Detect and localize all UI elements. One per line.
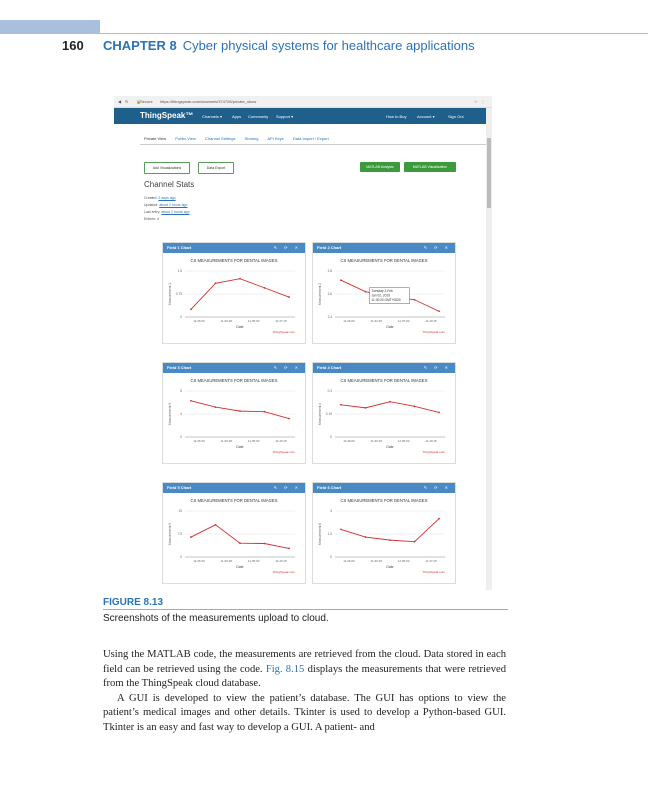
field-5-chart [162, 482, 306, 584]
stat-created [144, 196, 176, 200]
x-tick-label: 11:40:15 [425, 319, 437, 323]
data-point [239, 410, 241, 412]
data-point [190, 308, 192, 310]
x-tick-label: 11:30:45 [220, 439, 233, 443]
y-tick-label: 4 [180, 412, 182, 417]
scrollbar-thumb[interactable] [487, 138, 491, 208]
x-tick-label: 11:30:45 [370, 439, 383, 443]
top-navbar [114, 108, 486, 124]
tooltip-line: Jan 02, 2019 [371, 293, 390, 298]
data-point [288, 548, 290, 550]
panel-title: Field 2 Chart [317, 245, 342, 250]
stat-updated [144, 203, 187, 207]
back-icon[interactable]: ◀ [118, 99, 122, 104]
data-point [365, 291, 367, 293]
y-tick-label: 15 [178, 509, 182, 514]
panel-header [313, 363, 455, 373]
data-point [264, 543, 266, 545]
field-4-chart [312, 362, 456, 464]
nav-account[interactable]: Account ▾ [417, 114, 435, 119]
series-line [341, 519, 439, 542]
panel-title: Field 1 Chart [167, 245, 192, 250]
series-line [191, 401, 289, 419]
y-tick-label: 2.8 [327, 269, 332, 274]
series-line [191, 525, 289, 549]
lock-icon: 🔒 [136, 99, 141, 104]
y-tick-label: 0.15 [325, 412, 332, 417]
data-point [389, 539, 391, 541]
y-tick-label: 8 [180, 389, 182, 394]
body-text [103, 648, 506, 735]
panel-controls-icon[interactable]: ✎ ⟳ ✕ [423, 365, 451, 370]
data-point [264, 287, 266, 289]
data-point [438, 518, 440, 520]
panel-title: Field 4 Chart [317, 365, 342, 370]
chart-title: CS MEASUREMENTS FOR DENTAL IMAGES [340, 378, 428, 383]
x-tick-label: 11:30:00 [220, 319, 233, 323]
nav-how-to-buy[interactable]: How to Buy [386, 114, 407, 119]
y-tick-label: 0 [180, 555, 182, 560]
x-axis-label: Date [236, 445, 244, 449]
url-text[interactable]: https://thingspeak.com/channels/374708/private_show [160, 99, 257, 104]
nav-sign-out[interactable]: Sign Out [448, 114, 464, 119]
y-tick-label: 0 [330, 555, 332, 560]
reload-icon[interactable]: ↻ [125, 99, 129, 104]
panel-controls-icon[interactable]: ✎ ⟳ ✕ [423, 245, 451, 250]
panel-title: Field 3 Chart [167, 365, 192, 370]
panel-header [163, 243, 305, 253]
panel-header [313, 483, 455, 493]
header-rule [100, 33, 648, 34]
chart-credit: ThingSpeak.com [422, 450, 445, 454]
figure-caption: Screenshots of the measurements upload to cloud. [103, 613, 329, 624]
x-tick-label: 11:37:15 [275, 319, 287, 323]
p1-after: displays the measurements that were retrieved from the ThingSpeak cloud database. [103, 663, 507, 689]
chart-title: CS MEASUREMENTS FOR DENTAL IMAGES [190, 498, 278, 503]
field-5-chart-svg [163, 493, 305, 583]
y-tick-label: 0 [180, 315, 182, 320]
data-point [438, 412, 440, 414]
x-axis-label: Date [236, 325, 244, 329]
stat-created-label: Created: [144, 196, 158, 200]
nav-community[interactable]: Community [248, 114, 269, 119]
field-2-chart-svg [313, 253, 455, 343]
menu-icon[interactable]: ⋮ [481, 99, 485, 104]
p1-before: Using the MATLAB code, the measurements are retrieved from the cloud. Data stored in each field can be retrieved using the code. [103, 649, 506, 675]
x-tick-label: 11:40:15 [425, 439, 437, 443]
y-tick-label: 1.5 [177, 269, 182, 274]
data-point [239, 278, 241, 280]
chart-title: CS MEASUREMENTS FOR DENTAL IMAGES [190, 378, 278, 383]
panel-controls-icon[interactable]: ✎ ⟳ ✕ [423, 485, 451, 490]
data-export-button[interactable]: Data Export [198, 162, 234, 174]
star-icon[interactable]: ☆ [474, 99, 478, 104]
y-tick-label: 0 [180, 435, 182, 440]
field-1-chart [162, 242, 306, 344]
stat-entries-label: Entries: [144, 217, 156, 221]
panel-title: Field 5 Chart [167, 485, 192, 490]
x-axis-label: Date [386, 325, 394, 329]
stat-updated-value: about 2 hours ago [159, 203, 188, 207]
data-point [215, 524, 217, 526]
y-tick-label: 0.3 [327, 389, 332, 394]
nav-support[interactable]: Support ▾ [276, 114, 294, 119]
x-tick-label: 11:35:00 [397, 439, 410, 443]
tooltip-line: Tuesday 2-Feb [371, 289, 393, 294]
x-axis-label: Date [236, 565, 244, 569]
secure-label: Secure [140, 99, 153, 104]
y-tick-label: 2.4 [327, 315, 332, 320]
x-tick-label: 11:37:00 [397, 319, 410, 323]
chapter-label: CHAPTER 8 [103, 38, 177, 53]
y-tick-label: 0 [330, 435, 332, 440]
data-point [340, 404, 342, 406]
chart-title: CS MEASUREMENTS FOR DENTAL IMAGES [340, 498, 428, 503]
x-tick-label: 11:30:45 [370, 559, 383, 563]
channel-stats-title: Channel Stats [144, 180, 195, 189]
field-6-chart [312, 482, 456, 584]
x-tick-label: 11:26:30 [193, 559, 205, 563]
chapter-heading [103, 38, 475, 53]
tab-private-view[interactable]: Private View [144, 136, 167, 141]
y-axis-label: Measurement 3 [168, 402, 172, 426]
nav-apps[interactable]: Apps [232, 114, 242, 119]
x-tick-label: 11:40:15 [275, 559, 287, 563]
tab-channel-settings[interactable]: Channel Settings [205, 136, 236, 141]
tab-data-import-export[interactable]: Data Import / Export [292, 136, 329, 141]
y-tick-label: 3 [330, 509, 332, 514]
data-point [264, 411, 266, 413]
tooltip-line: 11:30:00 GMT+0530 [371, 298, 401, 303]
panel-controls-icon[interactable]: ✎ ⟳ ✕ [273, 245, 301, 250]
chart-title: CS MEASUREMENTS FOR DENTAL IMAGES [340, 258, 428, 263]
y-axis-label: Measurement 5 [168, 522, 172, 546]
x-axis-label: Date [386, 565, 394, 569]
x-tick-label: 11:40:15 [275, 439, 287, 443]
data-point [365, 536, 367, 538]
panel-header [163, 483, 305, 493]
data-point [438, 310, 440, 312]
data-point [215, 282, 217, 284]
y-tick-label: 2.6 [327, 292, 332, 297]
field-3-chart-svg [163, 373, 305, 463]
data-point [288, 296, 290, 298]
thingspeak-logo[interactable]: ThingSpeak™ [140, 111, 194, 120]
panel-title: Field 6 Chart [317, 485, 342, 490]
channel-tabs [144, 136, 337, 141]
x-tick-label: 11:35:00 [247, 559, 260, 563]
tab-divider [140, 144, 486, 145]
chart-credit: ThingSpeak.com [272, 450, 295, 454]
data-point [190, 536, 192, 538]
data-point [389, 401, 391, 403]
stat-last-entry [144, 210, 190, 214]
x-tick-label: 11:30:00 [343, 439, 355, 443]
field-6-chart-svg [313, 493, 455, 583]
data-point [239, 542, 241, 544]
thingspeak-screenshot [114, 96, 492, 590]
figure-label: FIGURE 8.13 [103, 597, 164, 608]
x-tick-label: 11:26:00 [343, 319, 355, 323]
data-point [365, 407, 367, 409]
data-point [288, 418, 290, 420]
data-point [414, 299, 416, 301]
y-tick-label: 7.5 [177, 532, 182, 537]
data-point [190, 400, 192, 402]
field-4-chart-svg [313, 373, 455, 463]
x-tick-label: 11:35:00 [397, 559, 410, 563]
stat-last-entry-value: about 2 hours ago [161, 210, 190, 214]
x-tick-label: 11:35:00 [247, 319, 260, 323]
data-point [215, 406, 217, 408]
x-axis-label: Date [386, 445, 394, 449]
panel-header [163, 363, 305, 373]
stat-entries [144, 217, 159, 221]
paragraph-1 [103, 648, 506, 692]
chart-credit: ThingSpeak.com [422, 330, 445, 334]
chart-credit: ThingSpeak.com [422, 570, 445, 574]
tab-public-view[interactable]: Public View [175, 136, 196, 141]
x-tick-label: 11:37:15 [425, 559, 437, 563]
x-tick-label: 11:26:00 [193, 319, 205, 323]
chart-credit: ThingSpeak.com [272, 570, 295, 574]
y-axis-label: Measurement 2 [318, 282, 322, 306]
nav-channels[interactable]: Channels ▾ [202, 114, 223, 119]
chart-title: CS MEASUREMENTS FOR DENTAL IMAGES [190, 258, 278, 263]
tab-api-keys[interactable]: API Keys [267, 136, 284, 141]
data-point [340, 279, 342, 281]
chapter-title: Cyber physical systems for healthcare applications [182, 38, 475, 53]
add-visualizations-button[interactable]: Add Visualizations [144, 162, 190, 174]
field-1-chart-svg [163, 253, 305, 343]
x-tick-label: 11:32:45 [370, 319, 383, 323]
stat-entries-value: 4 [156, 217, 159, 221]
data-point [414, 405, 416, 407]
field-3-chart [162, 362, 306, 464]
stat-updated-label: Updated: [144, 203, 159, 207]
y-tick-label: 0.75 [175, 292, 182, 297]
panel-header [313, 243, 455, 253]
chart-credit: ThingSpeak.com [272, 330, 295, 334]
data-point [414, 541, 416, 543]
figure-reference-link[interactable]: Fig. 8.15 [265, 663, 305, 675]
series-line [341, 402, 439, 413]
x-tick-label: 11:26:30 [193, 439, 205, 443]
stat-created-value: 2 days ago [158, 196, 176, 200]
y-axis-label: Measurement 4 [318, 402, 322, 426]
stat-last-entry-label: Last entry: [144, 210, 161, 214]
x-tick-label: 11:26:00 [343, 559, 355, 563]
page-number: 160 [62, 38, 84, 53]
x-tick-label: 11:30:45 [220, 559, 233, 563]
figure-rule [103, 609, 508, 610]
panel-controls-icon[interactable]: ✎ ⟳ ✕ [273, 365, 301, 370]
header-band [0, 20, 100, 34]
data-point [340, 529, 342, 531]
field-2-chart [312, 242, 456, 344]
y-axis-label: Measurement 1 [168, 282, 172, 306]
browser-bar [114, 96, 492, 108]
panel-controls-icon[interactable]: ✎ ⟳ ✕ [273, 485, 301, 490]
y-tick-label: 1.5 [327, 532, 332, 537]
paragraph-2: A GUI is developed to view the patient’s database. The GUI has options to view the patient’s medical images and other details. Tkinter is used to develop a Python-based GUI. Tkinter is an easy and fast way to develop a GUI. A patient- and [103, 692, 506, 733]
y-axis-label: Measurement 6 [318, 522, 322, 546]
tab-sharing[interactable]: Sharing [244, 136, 259, 141]
x-tick-label: 11:35:00 [247, 439, 260, 443]
matlab-visualization-button[interactable]: MATLAB Visualization [404, 162, 456, 172]
matlab-analysis-button[interactable]: MATLAB Analysis [360, 162, 400, 172]
